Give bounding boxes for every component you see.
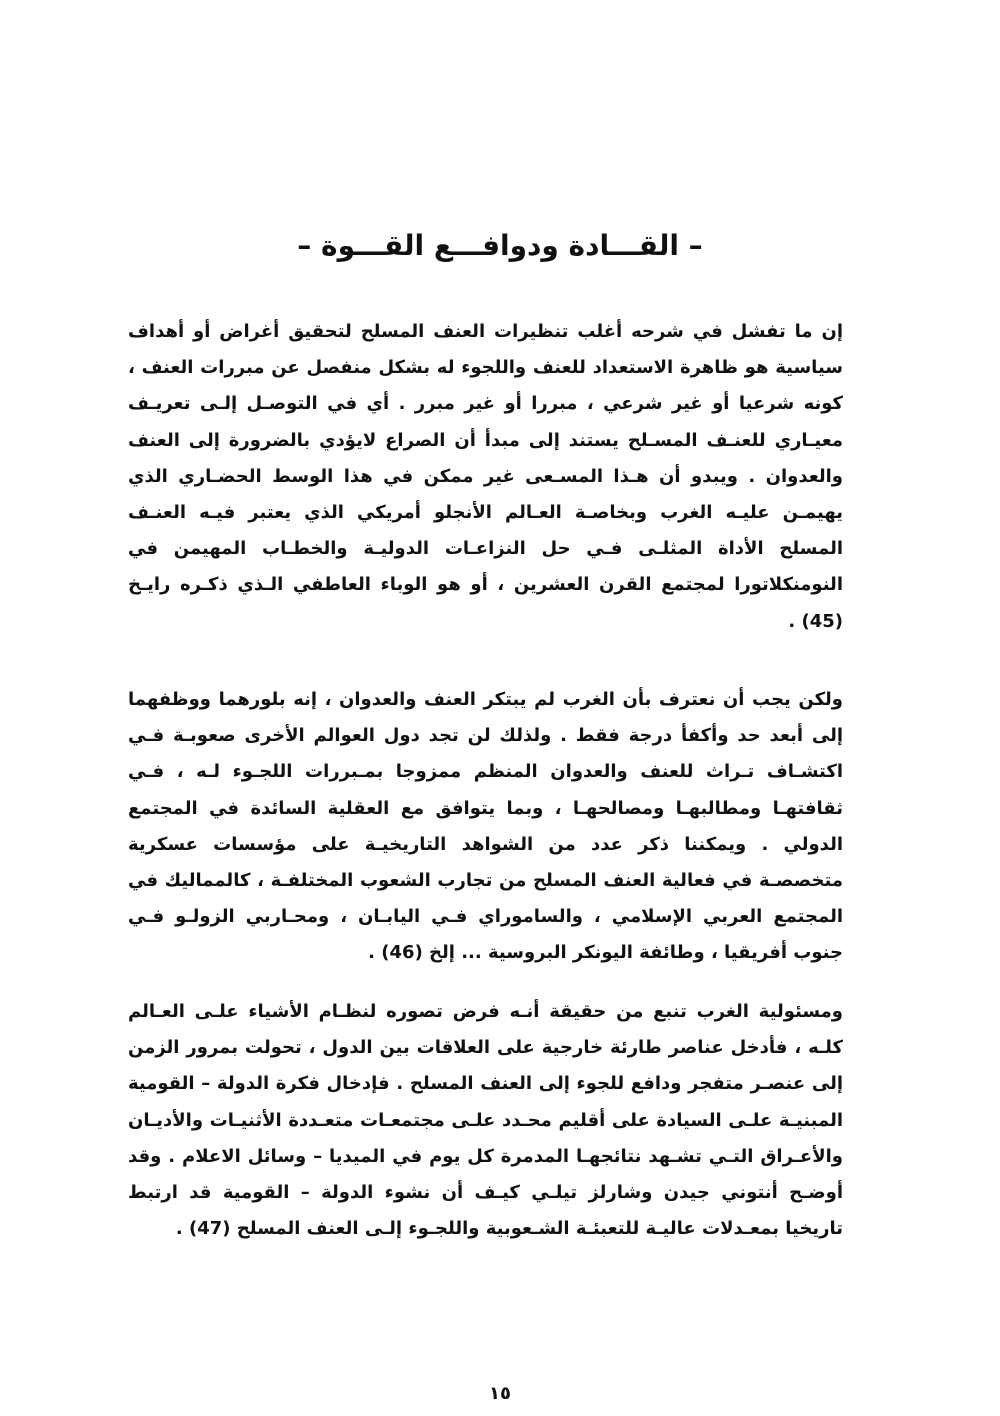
page-title: – القـــادة ودوافـــع القـــوة – bbox=[297, 229, 703, 262]
page-number: ١٥ bbox=[489, 1383, 511, 1404]
paragraph-2: ولكن يجب أن نعترف بأن الغرب لم يبتكر العنف والعدوان ، إنه بلورهما ووظفهما إلى أبعد حد وأكفأ درجة فقط . ولذلك لن تجد دول العوالم الأخرى صعوبـة فـي اكتشـاف تـراث للعنف والعدوان المنظم ممزوجا بمـبررات اللجـوء لـه ، فـي ثقافتهـا ومطالبهـا ومصالحهـا ، وبما يتوافق مع العقلية السائدة في المجتمع الدولي . ويمكننا ذكر عدد من الشواهد التاريخيـة على مؤسسات عسكرية متخصصـة في فعالية العنف المسلح من تجارب الشعوب المختلفـة ، كالمماليك في المجتمع العربي الإسلامي ، والساموراي فـي اليابـان ، ومحـاربي الزولـو فـي جنوب أفريقيا ، وطائفة اليونكر البروسية ... إلخ (46) . bbox=[128, 689, 843, 964]
paragraph-3: ومسئولية الغرب تنبع من حقيقة أنـه فرض تصوره لنظـام الأشياء علـى العـالم كلـه ، فأدخل عناصر طارئة خارجية على العلاقات بين الدول ، تحولت بمرور الزمن إلى عنصـر متفجر ودافع للجوء إلى العنف المسلح . فإدخال فكرة الدولة – القومية المبنيـة علـى السيادة على أقليم محـدد علـى مجتمعـات متعـددة الأثنيـات والأديـان والأعـراق التـي تشـهد نتائجهـا المدمرة كل يوم في الميديا – وسائل الاعلام . وقد أوضـح أنتوني جيدن وشارلز تيلـي كيـف أن نشوء الدولة – القومية قد ارتبط تاريخيا بمعـدلات عاليـة للتعبئـة الشـعوبية واللجـوء إلـى العنف المسلح (47) . bbox=[128, 1001, 843, 1240]
paragraph-1: إن ما تفشل في شرحه أغلب تنظيرات العنف المسلح لتحقيق أغراض أو أهداف سياسية هو ظاهرة الاستعداد للعنف واللجوء له بشكل منفصل عن مبررات العنف ، كونه شرعيا أو غير شرعي ، مبررا أو غير مبرر . أي في التوصـل إلـى تعريـف معيـاري للعنـف المسـلح يستند إلى مبدأ أن الصراع لايؤدي بالضرورة إلى العنف والعدوان . ويبدو أن هـذا المسـعى غير ممكن في هذا الوسط الحضـاري الذي يهيمـن عليـه الغرب وبخاصـة العـالم الأنجلو أمريكي الذي يعتبر فيـه العنـف المسلح الأداة المثلـى فـي حل النزاعـات الدوليـة والخطـاب المهيمن في النومنكلاتورا لمجتمع القرن العشرين ، أو هو الوباء العاطفي الـذي ذكـره رايـخ (45) . bbox=[128, 321, 843, 632]
